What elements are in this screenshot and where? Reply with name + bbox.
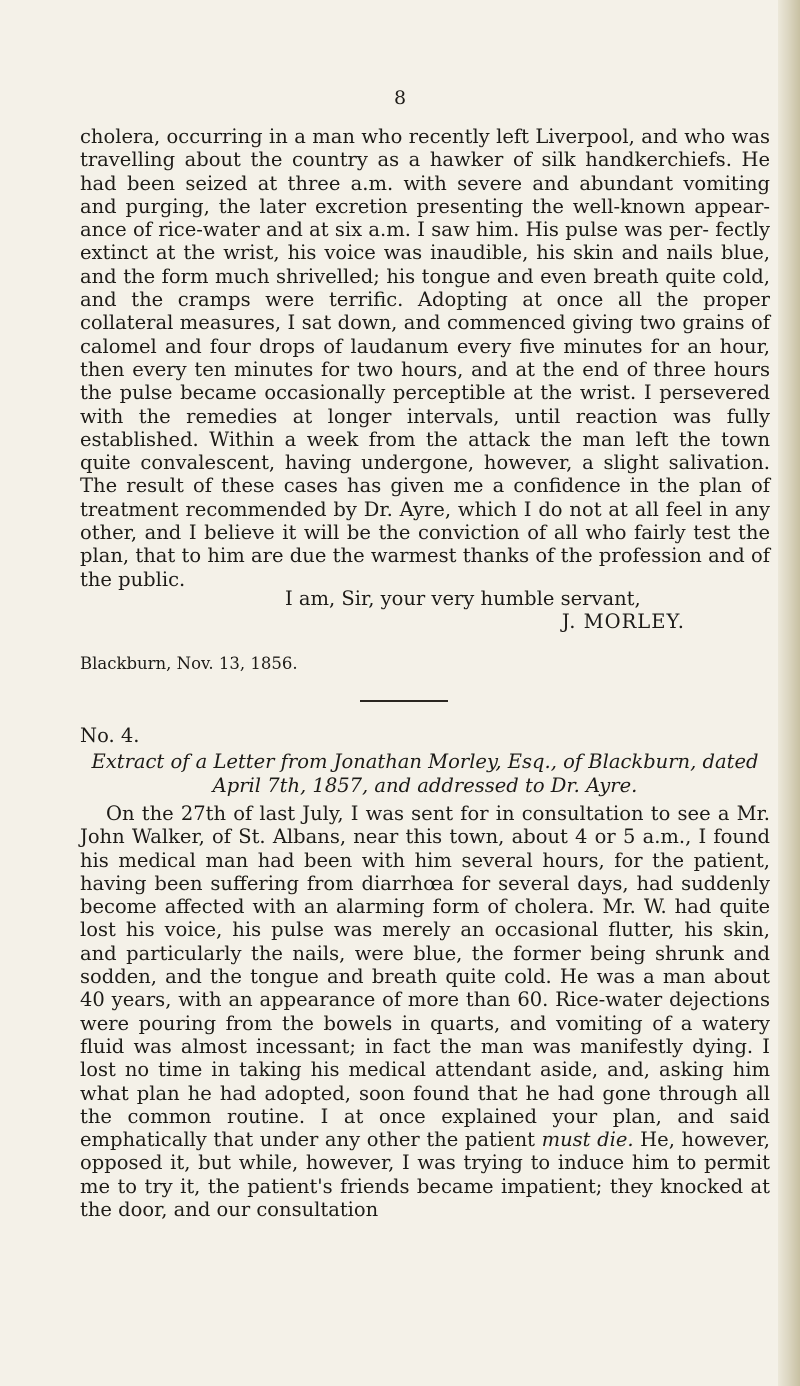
- section-divider: [360, 700, 448, 702]
- page-number: 8: [393, 87, 407, 109]
- section-number: No. 4.: [80, 724, 140, 747]
- extract-paragraph: [80, 802, 770, 1221]
- letter-signature: J. MORLEY.: [561, 610, 685, 633]
- extract-text-part-1: On the 27th of last July, I was sent for in consultation to see a Mr. John Walker, of St. Albans, near this town, about 4 or 5 a.m., I found his medical man had been with him several hours, for the patient, having been suffering from diarrhœa for several days, had suddenly become affected with an alarming form of cholera. Mr. W. had quite lost his voice, his pulse was merely an occasional flutter, his skin, and particularly the nails, were blue, the former being shrunk and sodden, and the tongue and breath quite cold. He was a man about 40 years, with an appearance of more than 60. Rice-water dejections were pouring from the bowels in quarts, and vomiting of a watery fluid was almost incessant; in fact the man was manifestly dying. I lost no time in taking his medical attendant aside, and, asking him what plan he had adopted, soon found that he had gone through all the common routine. I at once explained your plan, and said emphatically that under any other the patient: [80, 802, 770, 1152]
- emphasis-text: must die.: [541, 1128, 634, 1152]
- letter-paragraph: cholera, occurring in a man who recently left Liverpool, and who was travelling about the country as a hawker of silk handkerchiefs. He had been seized at three a.m. with severe and abundant vomiting and purging, the later excretion presenting the well-known appear- ance of rice-water and at six a.m. I saw him. His pulse was per- fectly extinct at the wrist, his voice was inaudible, his skin and nails blue, and the form much shrivelled; his tongue and even breath quite cold, and the cramps were terrific. Adopting at once all the proper collateral measures, I sat down, and commenced giving two grains of calomel and four drops of laudanum every five minutes for an hour, then every ten minutes for two hours, and at the end of three hours the pulse became occasionally perceptible at the wrist. I persevered with the remedies at longer intervals, until reaction was fully established. Within a week from the attack the man left the town quite convalescent, having undergone, however, a slight salivation. The result of these cases has given me a confidence in the plan of treatment recommended by Dr. Ayre, which I do not at all feel in any other, and I believe it will be the conviction of all who fairly test the plan, that to him are due the warmest thanks of the profession and of the public.: [80, 125, 770, 591]
- extract-title: Extract of a Letter from Jonathan Morley, Esq., of Blackburn, dated April 7th, 1857, and addressed to Dr. Ayre.: [91, 750, 759, 797]
- letter-closing: I am, Sir, your very humble servant,: [285, 587, 641, 610]
- letter-dateline: Blackburn, Nov. 13, 1856.: [80, 654, 298, 673]
- extract-text-part-2: He, however, opposed it, but while, however, I was trying to induce him to permit me to try it, the patient's friends became impatient; they knocked at the door, and our consultation: [80, 1128, 770, 1222]
- page-edge: [778, 0, 800, 1386]
